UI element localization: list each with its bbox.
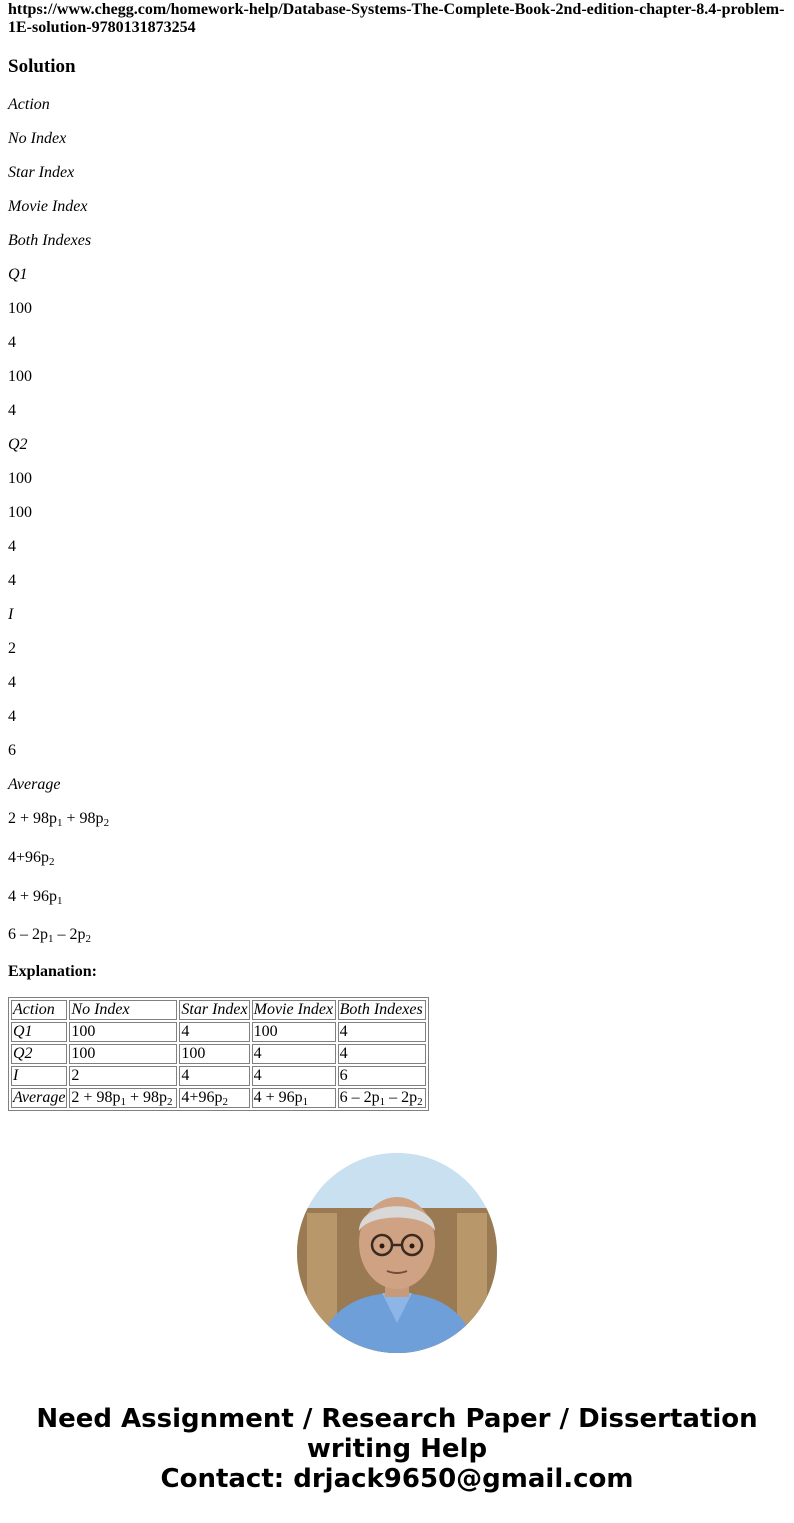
table-cell: Average (13, 1089, 66, 1106)
text-i: I (8, 606, 14, 623)
table-row (11, 1088, 426, 1108)
table-cell: I (11, 1066, 67, 1086)
table-cell: 4 (252, 1044, 336, 1064)
table-header-cell: Star Index (181, 1001, 248, 1018)
table-cell: 4 (252, 1066, 336, 1086)
table-cell: Q1 (11, 1022, 67, 1042)
author-photo (297, 1153, 497, 1353)
text-both-indexes: Both Indexes (8, 232, 92, 249)
table-header-cell: Action (11, 1000, 67, 1020)
text-value: 6 (8, 742, 16, 759)
table-cell: 100 (69, 1022, 177, 1042)
text-value: 4 (8, 572, 16, 589)
table-cell: 4 (338, 1022, 426, 1042)
table-cell: 2 (69, 1066, 177, 1086)
author-portrait-icon (297, 1153, 497, 1353)
text-value: 100 (8, 300, 32, 317)
table-cell: 4 (179, 1066, 249, 1086)
text-value: 4 (8, 674, 16, 691)
text-value: 4 (8, 538, 16, 555)
formula-movie-index: $4 + 96p_1$ (8, 888, 63, 907)
text-q1: Q1 (8, 266, 28, 283)
text-movie-index: Movie Index (8, 198, 88, 215)
table-row (11, 1044, 426, 1064)
table-cell: 100 (252, 1022, 336, 1042)
banner-contact-email[interactable]: Contact: drjack9650@gmail.com (160, 1464, 634, 1494)
table-header-cell: Movie Index (252, 1000, 336, 1020)
text-value: 4 (8, 402, 16, 419)
text-q2: Q2 (8, 436, 28, 453)
banner-line-1: Need Assignment / Research Paper / Dissertation (36, 1404, 758, 1434)
table-cell: $6 - 2p_1 - 2p_2$ (338, 1088, 426, 1108)
table-row (11, 1022, 426, 1042)
table-cell: $2 + 98p_1 + 98p_2$ (69, 1088, 177, 1108)
explanation-label: Explanation: (8, 963, 97, 980)
solution-table (8, 997, 429, 1111)
text-value: 4 (8, 334, 16, 351)
text-average: Average (8, 776, 61, 793)
table-cell: $4+96p_2$ (179, 1088, 249, 1108)
table-cell: 6 (338, 1066, 426, 1086)
text-value: 2 (8, 640, 16, 657)
table-cell: $4 + 96p_1$ (252, 1088, 336, 1108)
table-cell: Q2 (11, 1044, 67, 1064)
table-header-cell: No Index (69, 1000, 177, 1020)
text-star-index: Star Index (8, 164, 75, 181)
banner-line-2: writing Help (306, 1434, 488, 1464)
table-cell: 4 (179, 1022, 249, 1042)
formula-both-indexes: $6 - 2p_1 - 2p_2$ (8, 926, 91, 945)
text-value: 100 (8, 470, 32, 487)
solution-heading: Solution (8, 56, 76, 77)
text-value: 4 (8, 708, 16, 725)
table-row (11, 1066, 426, 1086)
table-cell: 100 (179, 1044, 249, 1064)
formula-star-index: $4+96p_2$ (8, 849, 55, 868)
text-value: 100 (8, 368, 32, 385)
table-cell: 4 (338, 1044, 426, 1064)
contact-banner (0, 1404, 794, 1494)
formula-no-index: $2 + 98p_1 + 98p_2$ (8, 810, 110, 829)
text-action: Action (8, 96, 50, 113)
table-cell: 100 (69, 1044, 177, 1064)
page-url[interactable]: https://www.chegg.com/homework-help/Database-Systems-The-Complete-Book-2nd-edition-chapter-8.4-problem-1E-solution-9780131873254 (8, 1, 785, 36)
text-no-index: No Index (8, 130, 67, 147)
text-value: 100 (8, 504, 32, 521)
table-header-row (11, 1000, 426, 1020)
table-header-cell: Both Indexes (338, 1000, 426, 1020)
